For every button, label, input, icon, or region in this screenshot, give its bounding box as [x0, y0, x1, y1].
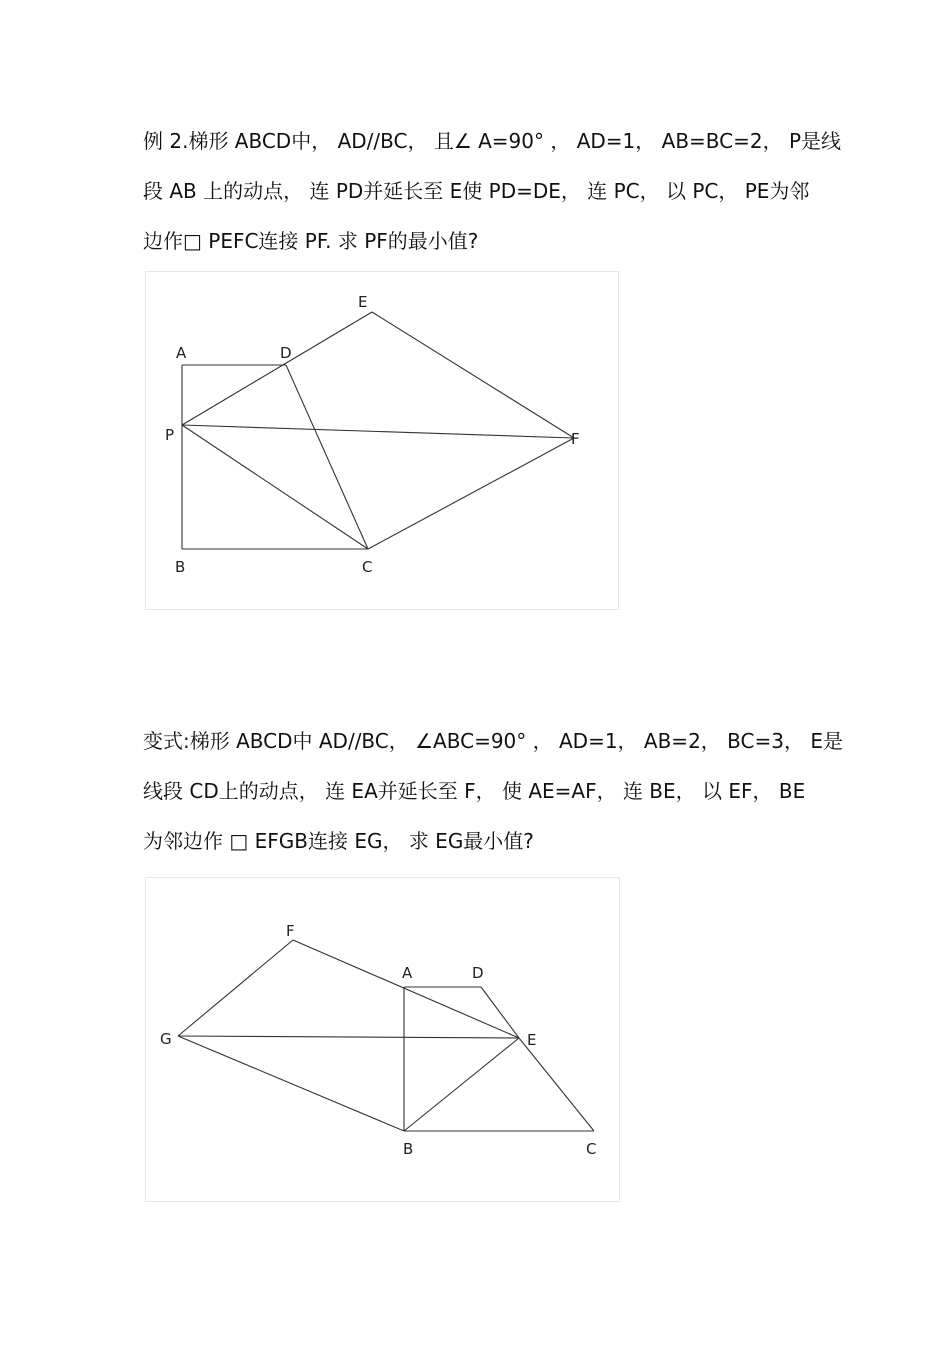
segment-FC	[368, 438, 574, 549]
label-E: E	[358, 293, 368, 311]
label-F: F	[571, 430, 580, 448]
label-C: C	[362, 558, 373, 576]
segment-GE	[178, 1036, 519, 1038]
segment-PF	[182, 425, 574, 438]
segment-FG	[178, 940, 293, 1036]
variant-line-3: 为邻边作 □ EFGB连接 EG， 求 EG最小值?	[143, 829, 534, 853]
label-B: B	[403, 1140, 414, 1158]
label-A: A	[402, 964, 413, 982]
example-line-1: 例 2.梯形 ABCD中， AD//BC， 且∠ A=90° ， AD=1， AB=BC=2， P是线	[143, 129, 842, 153]
label-C: C	[586, 1140, 597, 1158]
segment-EF	[372, 312, 574, 438]
segment-FE	[293, 940, 519, 1038]
segment-EC	[519, 1038, 594, 1131]
segment-BE	[404, 1038, 519, 1131]
variant-diagram	[146, 878, 619, 1201]
label-G: G	[160, 1030, 172, 1048]
segment-GB	[178, 1036, 404, 1131]
label-D: D	[280, 344, 292, 362]
example-line-2: 段 AB 上的动点， 连 PD并延长至 E使 PD=DE， 连 PC， 以 PC， PE为邻	[143, 179, 810, 203]
label-E: E	[527, 1031, 537, 1049]
example-line-3: 边作□ PEFC连接 PF. 求 PF的最小值?	[143, 229, 479, 253]
variant-line-1: 变式:梯形 ABCD中 AD//BC， ∠ABC=90° ， AD=1， AB=2， BC=3， E是	[143, 729, 843, 753]
example-2-diagram	[146, 272, 618, 609]
example-2-figure	[145, 271, 619, 610]
label-P: P	[165, 426, 175, 444]
variant-figure	[145, 877, 620, 1202]
example-2-problem-text	[143, 116, 842, 266]
variant-line-2: 线段 CD上的动点， 连 EA并延长至 F， 使 AE=AF， 连 BE， 以 EF， BE	[143, 779, 806, 803]
variant-problem-text	[143, 716, 843, 866]
label-D: D	[472, 964, 484, 982]
label-F: F	[286, 922, 295, 940]
segment-PE	[182, 312, 372, 425]
label-B: B	[175, 558, 186, 576]
label-A: A	[176, 344, 187, 362]
